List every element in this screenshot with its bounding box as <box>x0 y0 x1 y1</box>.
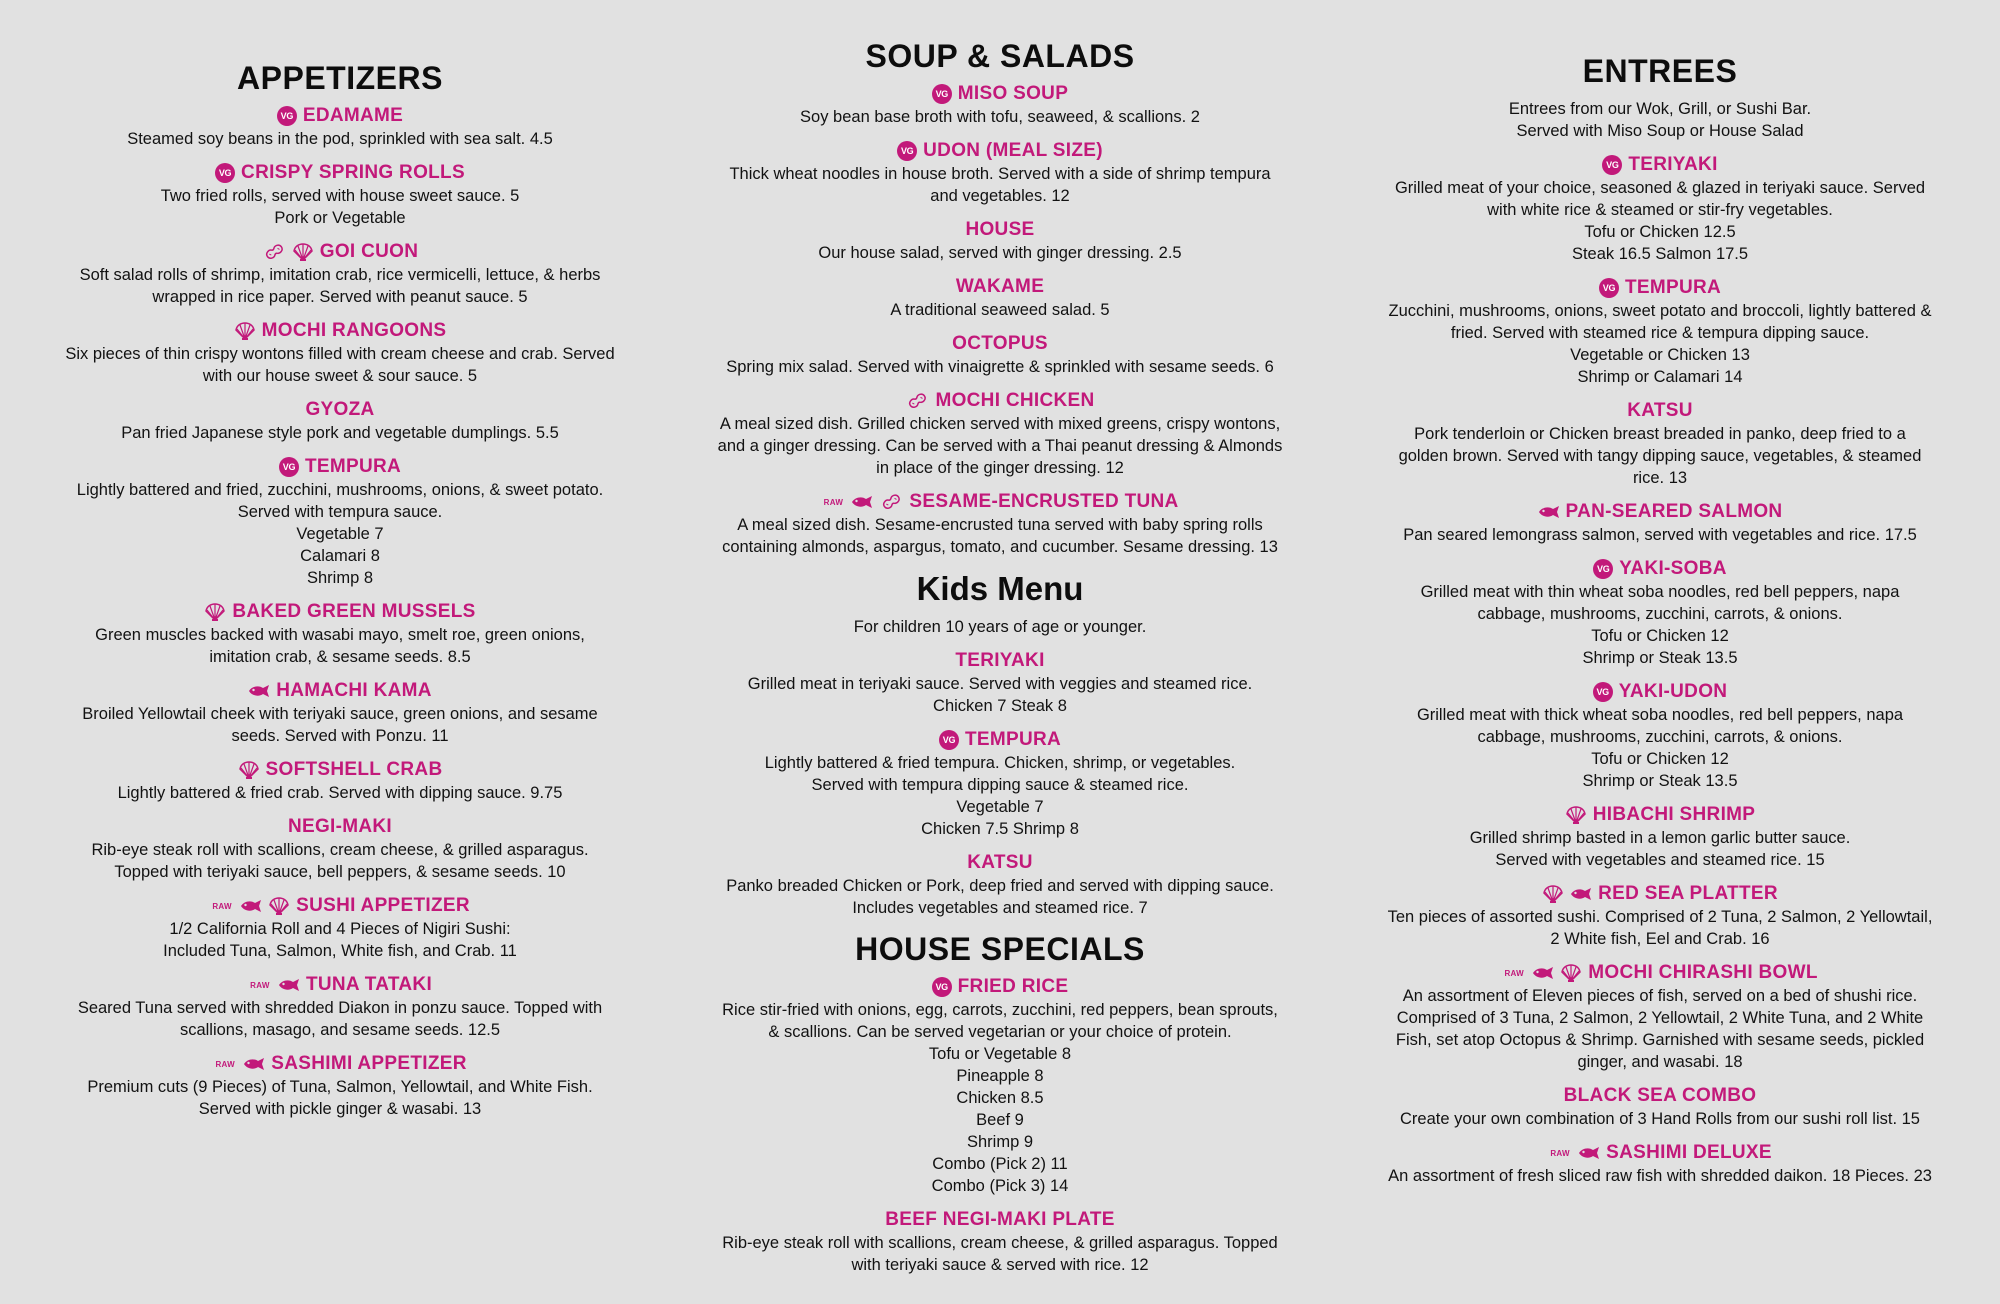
menu-item-red-sea-platter <box>1360 883 1960 950</box>
menu-item-line: Served with tempura sauce. <box>237 503 443 521</box>
menu-item-description <box>40 624 640 668</box>
section-note-line: Entrees from our Wok, Grill, or Sushi Bar. <box>1508 100 1812 118</box>
menu-item-name: GOI CUON <box>319 241 419 262</box>
menu-item-name: MOCHI CHICKEN <box>935 390 1095 411</box>
menu-item-description <box>695 299 1305 321</box>
menu-item-description <box>40 185 640 229</box>
menu-item-header <box>695 390 1305 412</box>
menu-column-left <box>40 0 640 1132</box>
menu-item-name: TUNA TATAKI <box>305 974 433 995</box>
menu-item-line: Panko breaded Chicken or Pork, deep fried and served with dipping sauce. <box>726 877 1274 895</box>
menu-item-name: HIBACHI SHRIMP <box>1592 804 1756 825</box>
menu-item-line: Thick wheat noodles in house broth. Served with a side of shrimp tempura <box>729 165 1271 183</box>
menu-item-line: Served with vegetables and steamed rice. 15 <box>1495 851 1825 869</box>
menu-item-line: Shrimp 8 <box>306 569 374 587</box>
peanut-icon <box>905 392 929 410</box>
menu-item-description <box>40 264 640 308</box>
section-title-house-specials: HOUSE SPECIALS <box>855 931 1145 967</box>
raw-icon: RAW <box>823 497 844 507</box>
fish-icon <box>278 978 300 992</box>
menu-item-line: A meal sized dish. Sesame-encrusted tuna served with baby spring rolls <box>737 516 1263 534</box>
shellfish-icon <box>292 242 314 262</box>
menu-item-name: KATSU <box>967 852 1033 873</box>
menu-item-line: Shrimp or Calamari 14 <box>1577 368 1743 386</box>
menu-item-line: Shrimp or Steak 13.5 <box>1582 649 1738 667</box>
fish-icon <box>243 1057 265 1071</box>
menu-item-teriyaki <box>695 650 1305 717</box>
menu-item-line: Included Tuna, Salmon, White fish, and Crab. 11 <box>163 942 517 960</box>
menu-item-tempura <box>695 729 1305 840</box>
fish-icon <box>248 684 270 698</box>
menu-item-name: TEMPURA <box>1624 277 1722 298</box>
menu-item-line: Soft salad rolls of shrimp, imitation crab, rice vermicelli, lettuce, & herbs <box>79 266 601 284</box>
shellfish-icon <box>204 602 226 622</box>
menu-item-header <box>1360 1142 1960 1164</box>
menu-item-line: and a ginger dressing. Can be served with a Thai peanut dressing & Almonds <box>717 437 1283 455</box>
menu-item-goi-cuon <box>40 241 640 308</box>
menu-item-mochi-rangoons <box>40 320 640 387</box>
menu-column-center <box>695 0 1305 1288</box>
menu-item-name: KATSU <box>1627 400 1693 421</box>
menu-item-line: Served with tempura dipping sauce & steamed rice. <box>811 776 1189 794</box>
menu-item-name: TEMPURA <box>964 729 1062 750</box>
menu-item-name: SESAME-ENCRUSTED TUNA <box>909 491 1179 512</box>
menu-item-header <box>1360 681 1960 703</box>
menu-item-katsu <box>1360 400 1960 489</box>
menu-item-description <box>695 514 1305 558</box>
menu-item-line: Grilled meat with thick wheat soba noodles, red bell peppers, napa <box>1416 706 1904 724</box>
menu-column-right <box>1360 0 1960 1199</box>
menu-item-line: golden brown. Served with tangy dipping sauce, vegetables, & steamed <box>1398 447 1922 465</box>
menu-item-name: MOCHI RANGOONS <box>261 320 447 341</box>
menu-item-line: Six pieces of thin crispy wontons filled with cream cheese and crab. Served <box>65 345 615 363</box>
menu-item-name: SASHIMI DELUXE <box>1606 1142 1772 1163</box>
menu-item-line: Vegetable 7 <box>296 525 384 543</box>
menu-item-description <box>40 997 640 1041</box>
menu-item-sashimi-appetizer <box>40 1053 640 1120</box>
vegetarian-icon: VG <box>932 977 952 997</box>
menu-item-header <box>695 83 1305 105</box>
menu-item-header <box>695 140 1305 162</box>
menu-item-description <box>1360 1165 1960 1187</box>
menu-item-name: OCTOPUS <box>952 333 1048 354</box>
menu-item-header <box>695 276 1305 298</box>
menu-item-line: Tofu or Chicken 12 <box>1591 627 1729 645</box>
menu-item-line: Fish, set atop Octopus & Shrimp. Garnished with sesame seeds, pickled <box>1395 1031 1925 1049</box>
menu-item-line: with white rice & steamed or stir-fry vegetables. <box>1487 201 1833 219</box>
menu-item-header <box>40 974 640 996</box>
menu-item-description <box>40 343 640 387</box>
menu-item-sushi-appetizer <box>40 895 640 962</box>
menu-item-line: Lightly battered & fried tempura. Chicken, shrimp, or vegetables. <box>764 754 1236 772</box>
menu-item-line: Topped with teriyaki sauce, bell peppers, & sesame seeds. 10 <box>114 863 566 881</box>
menu-item-description <box>695 242 1305 264</box>
menu-item-udon-meal-size <box>695 140 1305 207</box>
menu-item-header <box>40 320 640 342</box>
menu-item-line: & scallions. Can be served vegetarian or your choice of protein. <box>768 1023 1232 1041</box>
menu-item-line: A traditional seaweed salad. 5 <box>890 301 1110 319</box>
menu-item-line: Pork or Vegetable <box>274 209 406 227</box>
menu-item-description <box>695 1232 1305 1276</box>
menu-item-line: Chicken 7 Steak 8 <box>933 697 1067 715</box>
menu-item-line: Broiled Yellowtail cheek with teriyaki sauce, green onions, and sesame <box>82 705 598 723</box>
menu-item-wakame <box>695 276 1305 321</box>
menu-item-header <box>40 680 640 702</box>
menu-item-description <box>1360 827 1960 871</box>
raw-icon: RAW <box>1504 968 1525 978</box>
menu-item-description <box>40 918 640 962</box>
menu-item-line: Rib-eye steak roll with scallions, cream cheese, & grilled asparagus. Topped <box>722 1234 1278 1252</box>
menu-item-line: An assortment of fresh sliced raw fish with shredded daikon. 18 Pieces. 23 <box>1388 1167 1932 1185</box>
menu-item-description <box>40 703 640 747</box>
vegetarian-icon: VG <box>277 106 297 126</box>
menu-item-header <box>1360 804 1960 826</box>
menu-item-line: Soy bean base broth with tofu, seaweed, & scallions. 2 <box>800 108 1200 126</box>
menu-item-fried-rice <box>695 976 1305 1197</box>
menu-item-hibachi-shrimp <box>1360 804 1960 871</box>
menu-item-name: EDAMAME <box>302 105 404 126</box>
menu-item-line: ginger, and wasabi. 18 <box>1577 1053 1743 1071</box>
menu-item-line: Tofu or Chicken 12.5 <box>1584 223 1736 241</box>
menu-item-line: scallions, masago, and sesame seeds. 12.5 <box>179 1021 501 1039</box>
menu-item-line: Create your own combination of 3 Hand Rolls from our sushi roll list. 15 <box>1400 1110 1920 1128</box>
menu-item-description <box>1360 704 1960 792</box>
menu-item-miso-soup <box>695 83 1305 128</box>
menu-item-line: rice. 13 <box>1632 469 1688 487</box>
shellfish-icon <box>234 321 256 341</box>
menu-item-line: An assortment of Eleven pieces of fish, served on a bed of shushi rice. <box>1402 987 1918 1005</box>
menu-item-softshell-crab <box>40 759 640 804</box>
menu-item-description <box>695 673 1305 717</box>
menu-item-line: cabbage, mushrooms, zucchini, carrots, & onions. <box>1477 605 1843 623</box>
menu-item-line: Lightly battered & fried crab. Served with dipping sauce. 9.75 <box>117 784 563 802</box>
menu-item-mochi-chicken <box>695 390 1305 479</box>
shellfish-icon <box>1565 805 1587 825</box>
menu-item-description <box>695 752 1305 840</box>
menu-item-description <box>40 128 640 150</box>
menu-item-name: HAMACHI KAMA <box>276 680 432 701</box>
menu-item-name: TERIYAKI <box>955 650 1045 671</box>
menu-item-line: Grilled meat of your choice, seasoned & glazed in teriyaki sauce. Served <box>1394 179 1926 197</box>
menu-item-header <box>1360 883 1960 905</box>
menu-item-name: UDON (MEAL SIZE) <box>923 140 1103 161</box>
menu-item-line: Two fried rolls, served with house sweet sauce. 5 <box>160 187 520 205</box>
peanut-icon <box>879 493 903 511</box>
menu-item-line: containing almonds, aspargus, tomato, and cucumber. Sesame dressing. 13 <box>722 538 1278 556</box>
section-note <box>1360 98 1960 142</box>
menu-item-header <box>40 895 640 917</box>
vegetarian-icon: VG <box>215 163 235 183</box>
menu-item-header <box>1360 400 1960 422</box>
menu-item-name: SUSHI APPETIZER <box>296 895 470 916</box>
vegetarian-icon: VG <box>1602 155 1622 175</box>
raw-icon: RAW <box>250 980 270 990</box>
menu-item-line: wrapped in rice paper. Served with peanut sauce. 5 <box>152 288 528 306</box>
menu-item-house <box>695 219 1305 264</box>
section-title-kids-menu: Kids Menu <box>916 570 1084 607</box>
menu-item-line: Zucchini, mushrooms, onions, sweet potato and broccoli, lightly battered & <box>1388 302 1932 320</box>
menu-item-name: PAN-SEARED SALMON <box>1565 501 1783 522</box>
vegetarian-icon: VG <box>279 457 299 477</box>
menu-item-yaki-soba <box>1360 558 1960 669</box>
menu-item-crispy-spring-rolls <box>40 162 640 229</box>
fish-icon <box>1578 1146 1600 1160</box>
menu-item-line: Pan fried Japanese style pork and vegetable dumplings. 5.5 <box>121 424 559 442</box>
menu-item-sesame-encrusted-tuna <box>695 491 1305 558</box>
fish-icon <box>1532 966 1554 980</box>
menu-item-line: Rice stir-fried with onions, egg, carrots, zucchini, red peppers, bean sprouts, <box>722 1001 1278 1019</box>
menu-item-line: Vegetable or Chicken 13 <box>1570 346 1750 364</box>
menu-item-line: Chicken 8.5 <box>956 1089 1044 1107</box>
section-title-entrees: ENTREES <box>1582 53 1738 89</box>
menu-item-description <box>695 356 1305 378</box>
menu-item-mochi-chirashi-bowl <box>1360 962 1960 1073</box>
menu-item-description <box>40 1076 640 1120</box>
menu-item-line: Ten pieces of assorted sushi. Comprised of 2 Tuna, 2 Salmon, 2 Yellowtail, <box>1387 908 1933 926</box>
menu-item-description <box>1360 985 1960 1073</box>
menu-item-name: NEGI-MAKI <box>287 816 393 837</box>
menu-item-tempura <box>1360 277 1960 388</box>
menu-item-line: Pork tenderloin or Chicken breast breaded in panko, deep fried to a <box>1414 425 1906 443</box>
menu-item-name: HOUSE <box>965 219 1035 240</box>
menu-item-description <box>40 422 640 444</box>
menu-item-header <box>695 852 1305 874</box>
menu-item-name: SOFTSHELL CRAB <box>265 759 443 780</box>
menu-item-line: Combo (Pick 2) 11 <box>932 1155 1068 1173</box>
menu-item-line: in place of the ginger dressing. 12 <box>876 459 1124 477</box>
menu-item-header <box>40 241 640 263</box>
fish-icon <box>1570 887 1592 901</box>
menu-item-black-sea-combo <box>1360 1085 1960 1130</box>
shellfish-icon <box>1560 963 1582 983</box>
menu-item-edamame <box>40 105 640 150</box>
menu-item-name: MISO SOUP <box>957 83 1069 104</box>
fish-icon <box>240 899 262 913</box>
menu-item-header <box>40 456 640 478</box>
menu-item-line: Served with pickle ginger & wasabi. 13 <box>198 1100 482 1118</box>
vegetarian-icon: VG <box>1599 278 1619 298</box>
menu-item-description <box>695 413 1305 479</box>
menu-item-octopus <box>695 333 1305 378</box>
section-note-line: Served with Miso Soup or House Salad <box>1516 122 1804 140</box>
menu-item-line: Comprised of 3 Tuna, 2 Salmon, 2 Yellowtail, 2 White Tuna, and 2 White <box>1396 1009 1924 1027</box>
menu-item-gyoza <box>40 399 640 444</box>
menu-item-description <box>1360 300 1960 388</box>
menu-item-line: Grilled meat with thin wheat soba noodles, red bell peppers, napa <box>1420 583 1900 601</box>
vegetarian-icon: VG <box>1593 559 1613 579</box>
vegetarian-icon: VG <box>897 141 917 161</box>
menu-item-description <box>695 999 1305 1197</box>
menu-item-line: Our house salad, served with ginger dressing. 2.5 <box>818 244 1182 262</box>
vegetarian-icon: VG <box>1593 682 1613 702</box>
section-title-appetizers: APPETIZERS <box>237 60 443 96</box>
menu-item-line: Spring mix salad. Served with vinaigrette & sprinkled with sesame seeds. 6 <box>726 358 1274 376</box>
menu-item-line: cabbage, mushrooms, zucchini, carrots, & onions. <box>1477 728 1843 746</box>
menu-item-name: YAKI-UDON <box>1618 681 1728 702</box>
menu-item-line: Grilled meat in teriyaki sauce. Served with veggies and steamed rice. <box>747 675 1253 693</box>
menu-item-header <box>40 816 640 838</box>
menu-item-line: fried. Served with steamed rice & tempura dipping sauce. <box>1450 324 1870 342</box>
fish-icon <box>851 495 873 509</box>
vegetarian-icon: VG <box>932 84 952 104</box>
menu-item-line: Includes vegetables and steamed rice. 7 <box>852 899 1148 917</box>
menu-item-line: Tofu or Chicken 12 <box>1591 750 1729 768</box>
raw-icon: RAW <box>212 901 232 911</box>
menu-item-hamachi-kama <box>40 680 640 747</box>
menu-item-header <box>1360 1085 1960 1107</box>
menu-item-name: TEMPURA <box>304 456 402 477</box>
menu-item-header <box>1360 501 1960 523</box>
menu-item-negi-maki <box>40 816 640 883</box>
menu-item-header <box>1360 154 1960 176</box>
menu-item-yaki-udon <box>1360 681 1960 792</box>
menu-item-teriyaki <box>1360 154 1960 265</box>
menu-item-name: BAKED GREEN MUSSELS <box>232 601 476 622</box>
menu-item-header <box>1360 558 1960 580</box>
menu-item-line: Green muscles backed with wasabi mayo, smelt roe, green onions, <box>95 626 585 644</box>
menu-item-name: GYOZA <box>305 399 375 420</box>
shellfish-icon <box>238 760 260 780</box>
menu-item-line: Premium cuts (9 Pieces) of Tuna, Salmon, Yellowtail, and White Fish. <box>87 1078 593 1096</box>
menu-item-sashimi-deluxe <box>1360 1142 1960 1187</box>
menu-item-description <box>40 839 640 883</box>
vegetarian-icon: VG <box>939 730 959 750</box>
menu-item-header <box>695 491 1305 513</box>
menu-item-header <box>695 1209 1305 1231</box>
menu-item-description <box>1360 906 1960 950</box>
menu-item-description <box>695 106 1305 128</box>
menu-item-name: RED SEA PLATTER <box>1598 883 1778 904</box>
menu-item-baked-green-mussels <box>40 601 640 668</box>
menu-item-line: 1/2 California Roll and 4 Pieces of Nigiri Sushi: <box>169 920 511 938</box>
menu-item-description <box>695 163 1305 207</box>
menu-item-name: BEEF NEGI-MAKI PLATE <box>885 1209 1115 1230</box>
menu-item-line: Combo (Pick 3) 14 <box>931 1177 1069 1195</box>
section-note: For children 10 years of age or younger. <box>853 618 1147 636</box>
menu-item-name: CRISPY SPRING ROLLS <box>241 162 465 183</box>
menu-item-description <box>1360 423 1960 489</box>
menu-item-name: TERIYAKI <box>1628 154 1718 175</box>
menu-item-line: Lightly battered and fried, zucchini, mushrooms, onions, & sweet potato. <box>76 481 604 499</box>
menu-item-description <box>40 479 640 589</box>
menu-item-header <box>695 729 1305 751</box>
menu-item-header <box>695 976 1305 998</box>
menu-item-line: Chicken 7.5 Shrimp 8 <box>921 820 1079 838</box>
menu-item-name: FRIED RICE <box>957 976 1069 997</box>
menu-item-line: Tofu or Vegetable 8 <box>928 1045 1072 1063</box>
menu-item-name: SASHIMI APPETIZER <box>271 1053 467 1074</box>
menu-item-description <box>1360 177 1960 265</box>
menu-item-line: Shrimp 9 <box>966 1133 1034 1151</box>
menu-item-name: YAKI-SOBA <box>1619 558 1727 579</box>
menu-item-header <box>40 601 640 623</box>
menu-item-line: Rib-eye steak roll with scallions, cream cheese, & grilled asparagus. <box>91 841 589 859</box>
menu-item-line: Calamari 8 <box>300 547 380 565</box>
menu-item-header <box>1360 962 1960 984</box>
menu-item-line: imitation crab, & sesame seeds. 8.5 <box>209 648 471 666</box>
menu-item-pan-seared-salmon <box>1360 501 1960 546</box>
menu-item-description <box>1360 1108 1960 1130</box>
menu-item-header <box>40 1053 640 1075</box>
menu-item-line: seeds. Served with Ponzu. 11 <box>231 727 449 745</box>
menu-item-katsu <box>695 852 1305 919</box>
shellfish-icon <box>268 896 290 916</box>
menu-item-line: Steak 16.5 Salmon 17.5 <box>1571 245 1749 263</box>
menu-item-name: WAKAME <box>955 276 1045 297</box>
menu-item-name: BLACK SEA COMBO <box>1563 1085 1757 1106</box>
menu-item-description <box>695 875 1305 919</box>
menu-item-line: with our house sweet & sour sauce. 5 <box>202 367 478 385</box>
menu-item-line: and vegetables. 12 <box>930 187 1070 205</box>
menu-item-line: Pineapple 8 <box>956 1067 1044 1085</box>
menu-item-header <box>40 105 640 127</box>
menu-item-line: Pan seared lemongrass salmon, served with vegetables and rice. 17.5 <box>1403 526 1917 544</box>
menu-item-header <box>695 650 1305 672</box>
menu-item-tempura <box>40 456 640 589</box>
menu-item-tuna-tataki <box>40 974 640 1041</box>
raw-icon: RAW <box>215 1059 236 1069</box>
menu-item-line: 2 White fish, Eel and Crab. 16 <box>1550 930 1770 948</box>
fish-icon <box>1538 505 1560 519</box>
menu-item-header <box>40 162 640 184</box>
section-title-soup-salads: SOUP & SALADS <box>865 38 1135 74</box>
menu-item-description <box>1360 581 1960 669</box>
menu-item-header <box>40 399 640 421</box>
menu-item-line: with teriyaki sauce & served with rice. 12 <box>851 1256 1149 1274</box>
menu-item-line: Beef 9 <box>976 1111 1024 1129</box>
peanut-icon <box>262 243 286 261</box>
raw-icon: RAW <box>1550 1148 1570 1158</box>
menu-item-beef-negi-maki-plate <box>695 1209 1305 1276</box>
menu-item-line: Shrimp or Steak 13.5 <box>1582 772 1738 790</box>
menu-item-line: A meal sized dish. Grilled chicken served with mixed greens, crispy wontons, <box>719 415 1281 433</box>
menu-item-line: Steamed soy beans in the pod, sprinkled with sea salt. 4.5 <box>127 130 553 148</box>
shellfish-icon <box>1542 884 1564 904</box>
menu-item-name: MOCHI CHIRASHI BOWL <box>1588 962 1818 983</box>
menu-item-header <box>695 333 1305 355</box>
menu-item-description <box>40 782 640 804</box>
menu-item-header <box>40 759 640 781</box>
menu-item-line: Vegetable 7 <box>956 798 1044 816</box>
menu-item-line: Grilled shrimp basted in a lemon garlic butter sauce. <box>1469 829 1851 847</box>
menu-item-header <box>1360 277 1960 299</box>
menu-item-header <box>695 219 1305 241</box>
menu-item-line: Seared Tuna served with shredded Diakon in ponzu sauce. Topped with <box>77 999 603 1017</box>
menu-item-description <box>1360 524 1960 546</box>
